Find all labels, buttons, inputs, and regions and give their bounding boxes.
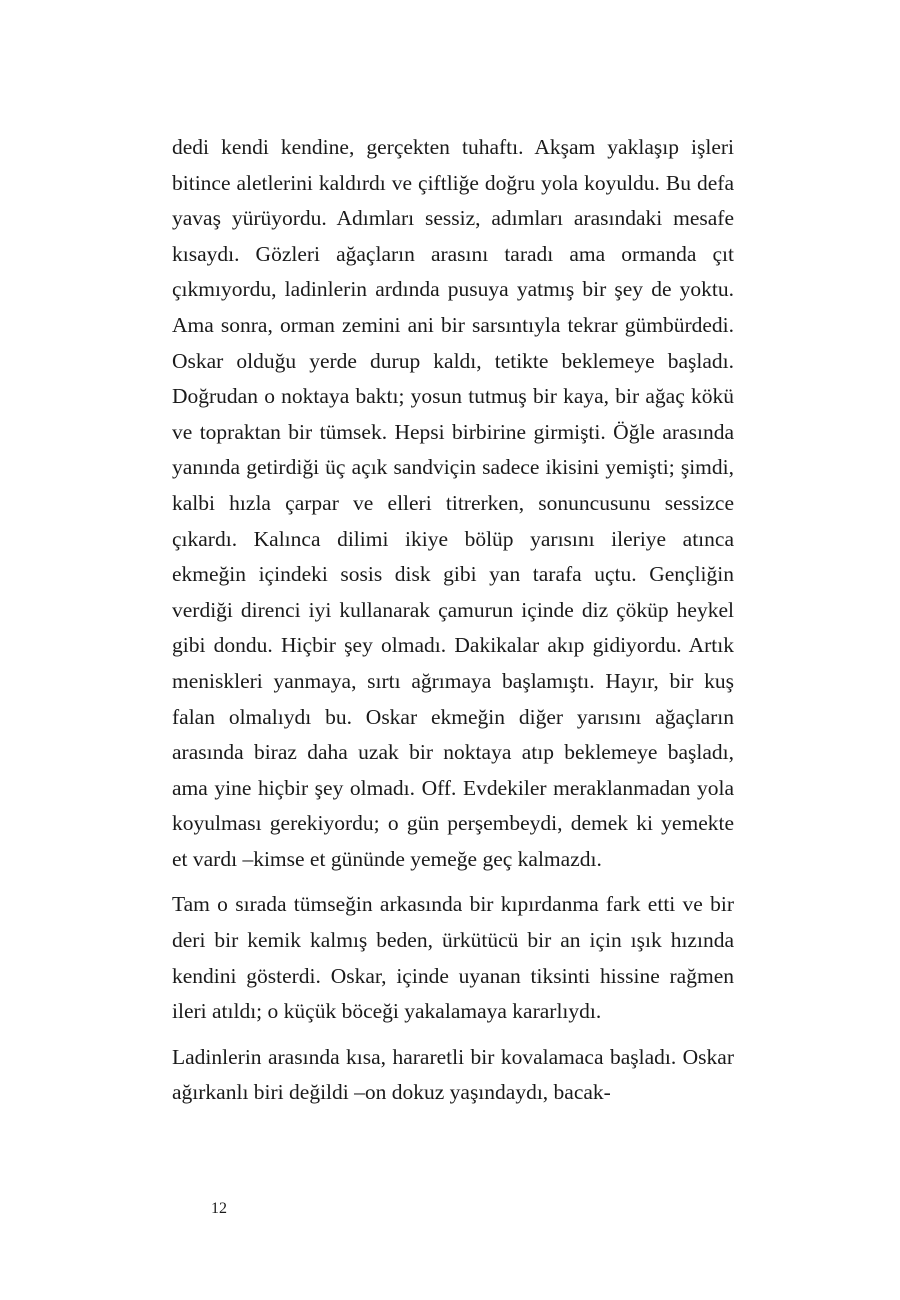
paragraph-1: dedi kendi kendine, gerçekten tuhaftı. Akşam yaklaşıp işleri bitince aletlerini kaldırdı ve çiftliğe doğru yola koyuldu. Bu defa yavaş yürüyordu. Adımları sessiz, adımları arasındaki mesafe kısaydı. Gözleri ağaçların arasını taradı ama ormanda çıt çıkmıyordu, ladinlerin ardında pusuya yatmış bir şey de yoktu. Ama sonra, orman zemini ani bir sarsıntıyla tekrar gümbürdedi. Oskar olduğu yerde durup kaldı, tetikte beklemeye başladı. Doğrudan o noktaya baktı; yosun tutmuş bir kaya, bir ağaç kökü ve topraktan bir tümsek. Hepsi birbirine girmişti. Öğle arasında yanında getirdiği üç açık sandviçin sadece ikisini yemişti; şimdi, kalbi hızla çarpar ve elleri titrerken, sonuncusunu sessizce çıkardı. Kalınca dilimi ikiye bölüp yarısını ileriye atınca ekmeğin içindeki sosis disk gibi yan tarafa uçtu. Gençliğin verdiği direnci iyi kullanarak çamurun içinde diz çöküp heykel gibi dondu. Hiçbir şey olmadı. Dakikalar akıp gidiyordu. Artık meniskleri yanmaya, sırtı ağrımaya başlamıştı. Hayır, bir kuş falan olmalıydı bu. Oskar ekmeğin diğer yarısını ağaçların arasında biraz daha uzak bir noktaya atıp beklemeye başladı, ama yine hiçbir şey olmadı. Off. Evdekiler meraklanmadan yola koyulması gerekiyordu; o gün perşembeydi, demek ki yemekte et vardı –kimse et gününde yemeğe geç kalmazdı.	[172, 135, 734, 871]
page-number: 12	[211, 1200, 227, 1217]
paragraph-3: Ladinlerin arasında kısa, hararetli bir kovalamaca başladı. Oskar ağırkanlı biri değildi –on dokuz yaşındaydı, bacak-	[172, 1044, 734, 1105]
paragraph-2: Tam o sırada tümseğin arkasında bir kıpırdanma fark etti ve bir deri bir kemik kalmış beden, ürkütücü bir an için ışık hızında kendini gösterdi. Oskar, içinde uyanan tiksinti hissine rağmen ileri atıldı; o küçük böceği yakalamaya kararlıydı.	[172, 892, 734, 1024]
body-text	[172, 130, 734, 1121]
